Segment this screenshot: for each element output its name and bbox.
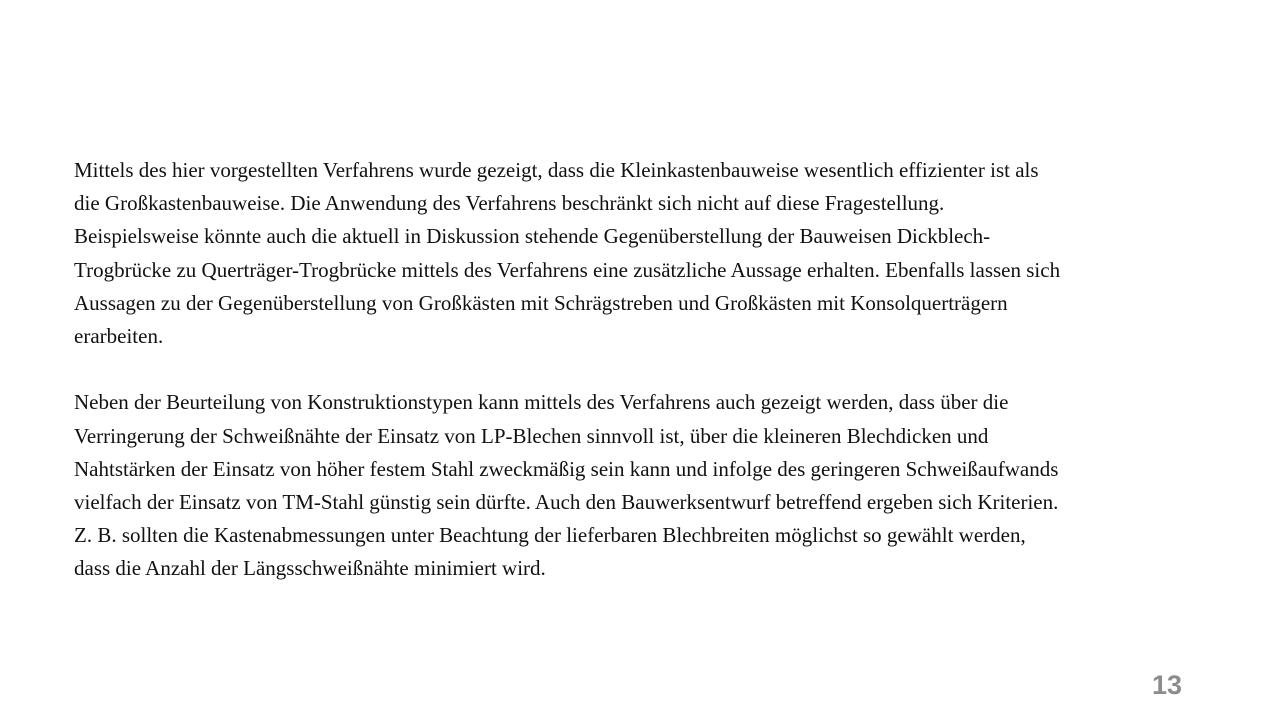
paragraph-line: vielfach der Einsatz von TM-Stahl günstig sein dürfte. Auch den Bauwerksentwurf betreffend ergeben sich Kriterien. [74,490,1059,515]
paragraph-line: Verringerung der Schweißnähte der Einsatz von LP-Blechen sinnvoll ist, über die kleineren Blechdicken und [74,423,989,448]
paragraph-spacer [74,353,1214,386]
paragraph-line: erarbeiten. [74,324,164,349]
paragraph-line: Trogbrücke zu Querträger-Trogbrücke mittels des Verfahrens eine zusätzliche Aussage erhalten. Ebenfalls lassen sich [74,257,1061,282]
paragraph-line: Neben der Beurteilung von Konstruktionstypen kann mittels des Verfahrens auch gezeigt werden, dass über die [74,390,1009,415]
paragraph-line: Aussagen zu der Gegenüberstellung von Großkästen mit Schrägstreben und Großkästen mit Konsolquerträgern [74,290,1008,315]
body-text [74,154,1214,586]
paragraph-line: Mittels des hier vorgestellten Verfahrens wurde gezeigt, dass die Kleinkastenbauweise wesentlich effizienter ist als [74,158,1039,182]
paragraph-line: Z. B. sollten die Kastenabmessungen unter Beachtung der lieferbaren Blechbreiten möglichst so gewählt werden, [74,523,1026,548]
paragraph-line: die Großkastenbauweise. Die Anwendung des Verfahrens beschränkt sich nicht auf diese Fragestellung. [74,191,945,216]
paragraph-line: Beispielsweise könnte auch die aktuell in Diskussion stehende Gegenüberstellung der Bauweisen Dickblech- [74,224,991,249]
paragraph-2 [74,386,1214,585]
paragraph-line: dass die Anzahl der Längsschweißnähte minimiert wird. [74,556,546,581]
paragraph-1 [74,154,1214,353]
paragraph-line: Nahtstärken der Einsatz von höher festem Stahl zweckmäßig sein kann und infolge des geringeren Schweißaufwands [74,456,1059,481]
page-number: 13 [1151,670,1182,700]
